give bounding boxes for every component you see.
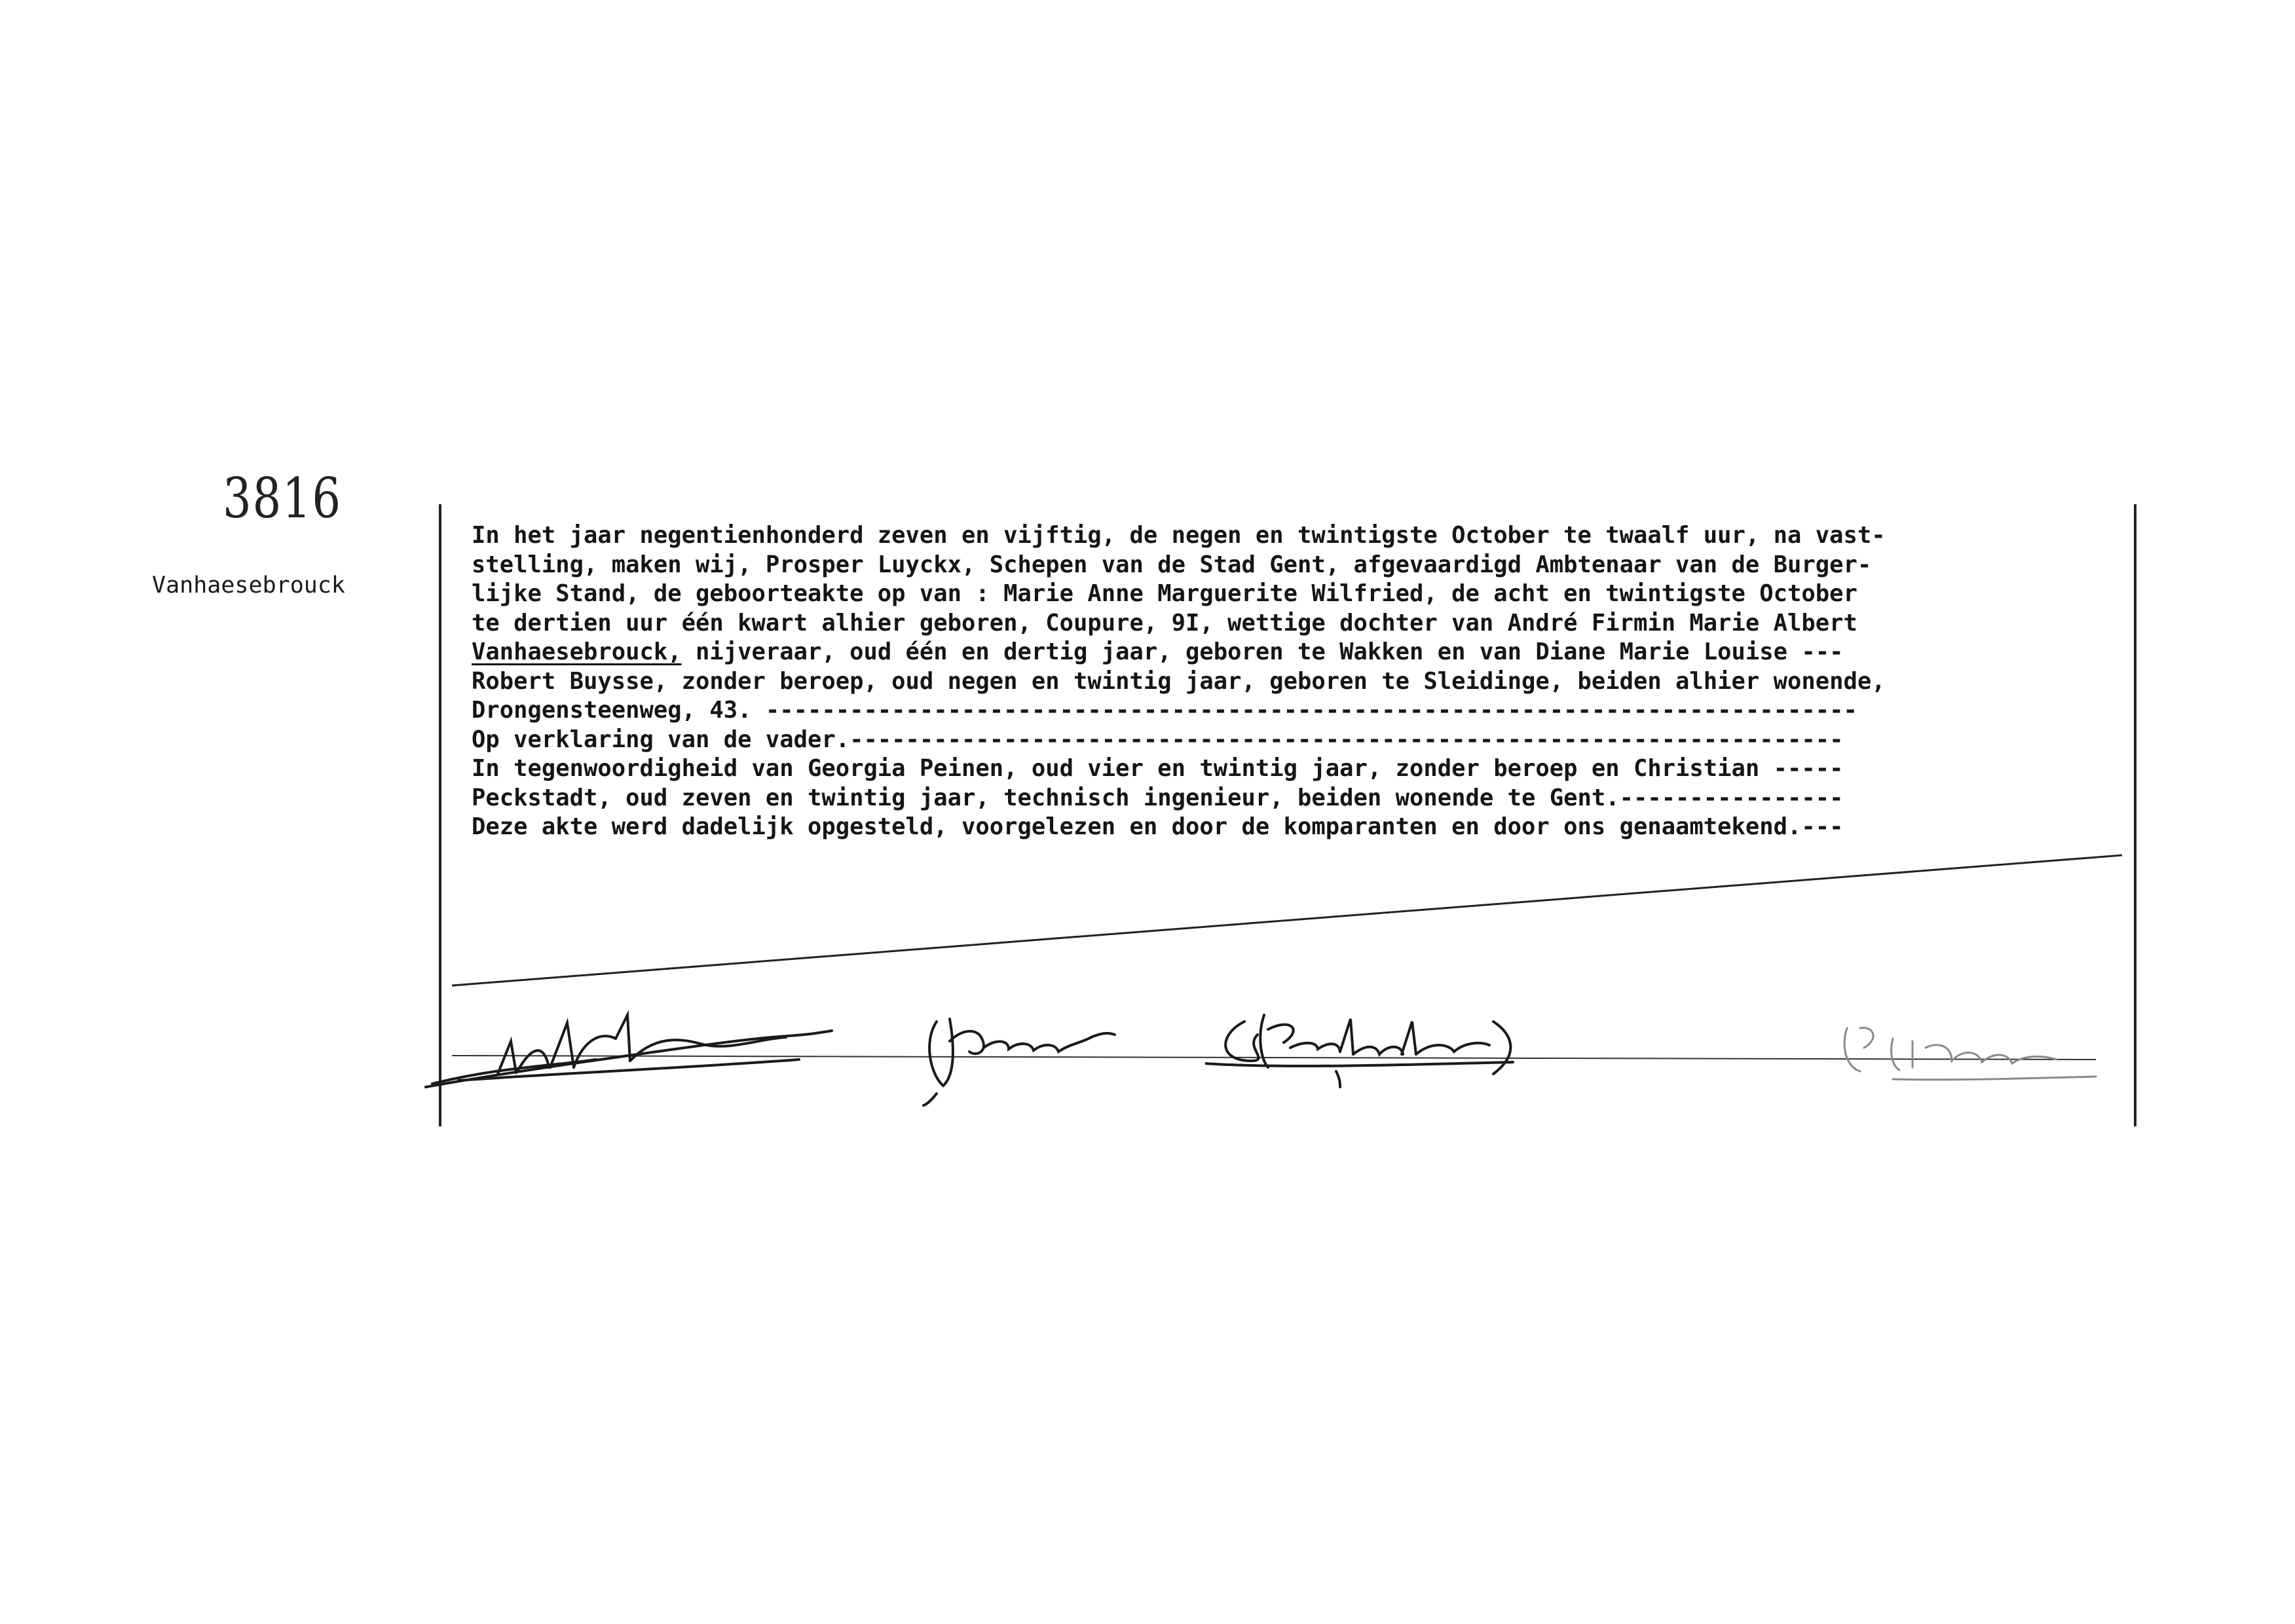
act-line-8: Op verklaring van de vader.----------------------------------------------------------------------- — [472, 726, 1844, 753]
act-line-7: Drongensteenweg, 43. ------------------------------------------------------------------------------ — [472, 697, 1857, 724]
signature-witness-peckstadt-icon — [1205, 995, 1559, 1094]
act-line-9: In tegenwoordigheid van Georgia Peinen, oud vier en twintig jaar, zonder beroep en Christian ----- — [472, 755, 1844, 782]
act-line-5-rest: nijveraar, oud één en dertig jaar, geboren te Wakken en van Diane Marie Louise --- — [695, 638, 1844, 665]
margin-surname: Vanhaesebrouck — [152, 572, 346, 599]
act-line-1: In het jaar negentienhonderd zeven en vijftig, de negen en twintigste October te twaalf uur, na vast- — [472, 522, 1886, 549]
underlined-surname: Vanhaesebrouck, — [472, 638, 682, 665]
signature-witness-peinen-icon — [910, 1002, 1127, 1107]
act-line-4: te dertien uur één kwart alhier geboren, Coupure, 9I, wettige dochter van André Firmin Marie Albert — [472, 609, 1857, 637]
act-line-2: stelling, maken wij, Prosper Luyckx, Schepen van de Stad Gent, afgevaardigd Ambtenaar van de Burger- — [472, 551, 1872, 578]
act-line-11: Deze akte werd dadelijk opgesteld, voorgelezen en door de komparanten en door ons genaamtekend.--- — [472, 813, 1844, 840]
act-line-10: Peckstadt, oud zeven en twintig jaar, technisch ingenieur, beiden wonende te Gent.---------------- — [472, 784, 1844, 811]
act-number: 3816 — [223, 466, 342, 530]
signature-officer-icon — [1834, 1008, 2109, 1087]
signature-father-icon — [419, 976, 838, 1107]
act-line-3: lijke Stand, de geboorteakte op van : Marie Anne Marguerite Wilfried, de acht en twintigste October — [472, 580, 1857, 607]
act-line-6: Robert Buysse, zonder beroep, oud negen en twintig jaar, geboren te Sleidinge, beiden alhier wonende, — [472, 667, 1886, 695]
